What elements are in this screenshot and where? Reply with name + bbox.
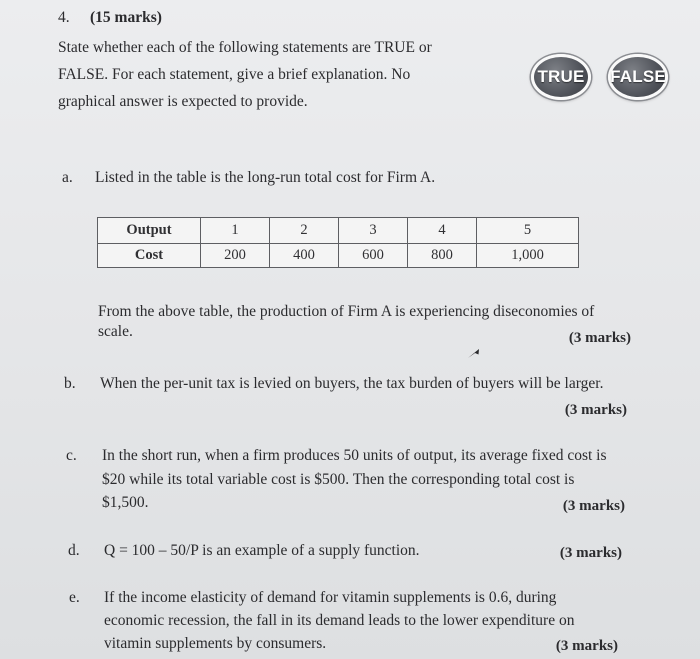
part-e-marks: (3 marks) xyxy=(555,638,618,654)
part-a-marks: (3 marks) xyxy=(568,330,631,346)
true-button[interactable] xyxy=(531,54,591,100)
part-c-statement-line-1: In the short run, when a firm produces 50 units of output, its average fixed cost is xyxy=(102,447,607,464)
part-d-marks: (3 marks) xyxy=(559,545,622,561)
part-d-statement: Q = 100 – 50/P is an example of a supply function. xyxy=(104,542,420,559)
output-cell: 3 xyxy=(339,218,408,244)
table-row-cost xyxy=(98,244,579,268)
part-e-statement-line-1: If the income elasticity of demand for vitamin supplements is 0.6, during xyxy=(104,589,557,606)
part-e-statement-line-3: vitamin supplements by consumers. xyxy=(104,635,327,652)
false-button[interactable] xyxy=(608,54,668,100)
row-header-cost: Cost xyxy=(98,244,201,268)
part-b-statement: When the per-unit tax is levied on buyers, the tax burden of buyers will be larger. xyxy=(100,375,604,392)
row-header-output: Output xyxy=(98,218,201,244)
output-cell: 4 xyxy=(408,218,477,244)
part-a-intro: Listed in the table is the long-run total cost for Firm A. xyxy=(95,169,436,186)
false-label: FALSE xyxy=(610,67,666,86)
cost-cell: 1,000 xyxy=(477,244,579,268)
part-b-letter: b. xyxy=(64,375,76,392)
question-marks: (15 marks) xyxy=(90,9,162,26)
cost-cell: 800 xyxy=(408,244,477,268)
part-e-letter: e. xyxy=(69,589,80,606)
part-a-statement-line-2: scale. xyxy=(98,323,133,340)
part-c-statement-line-2: $20 while its total variable cost is $500. Then the corresponding total cost is xyxy=(102,471,575,488)
part-b-marks: (3 marks) xyxy=(564,402,627,418)
mouse-cursor-icon xyxy=(466,345,482,361)
part-e-statement-line-2: economic recession, the fall in its demand leads to the lower expenditure on xyxy=(104,612,575,629)
output-cell: 1 xyxy=(201,218,270,244)
cost-cell: 200 xyxy=(201,244,270,268)
part-a-statement-line-1: From the above table, the production of Firm A is experiencing diseconomies of xyxy=(98,303,595,320)
part-c-marks: (3 marks) xyxy=(562,498,625,514)
true-label: TRUE xyxy=(537,67,585,86)
instruction-line-2: FALSE. For each statement, give a brief explanation. No xyxy=(58,66,411,83)
cost-cell: 600 xyxy=(339,244,408,268)
table-row-output xyxy=(98,218,579,244)
question-number: 4. xyxy=(58,9,70,26)
part-d-letter: d. xyxy=(68,542,80,559)
part-c-statement-line-3: $1,500. xyxy=(102,494,149,511)
instruction-line-1: State whether each of the following statements are TRUE or xyxy=(58,39,432,56)
part-c-letter: c. xyxy=(66,447,77,464)
part-a-letter: a. xyxy=(62,169,73,186)
output-cell: 2 xyxy=(270,218,339,244)
cost-cell: 400 xyxy=(270,244,339,268)
output-cell: 5 xyxy=(477,218,579,244)
instruction-line-3: graphical answer is expected to provide. xyxy=(58,93,308,110)
cost-table xyxy=(97,217,579,268)
